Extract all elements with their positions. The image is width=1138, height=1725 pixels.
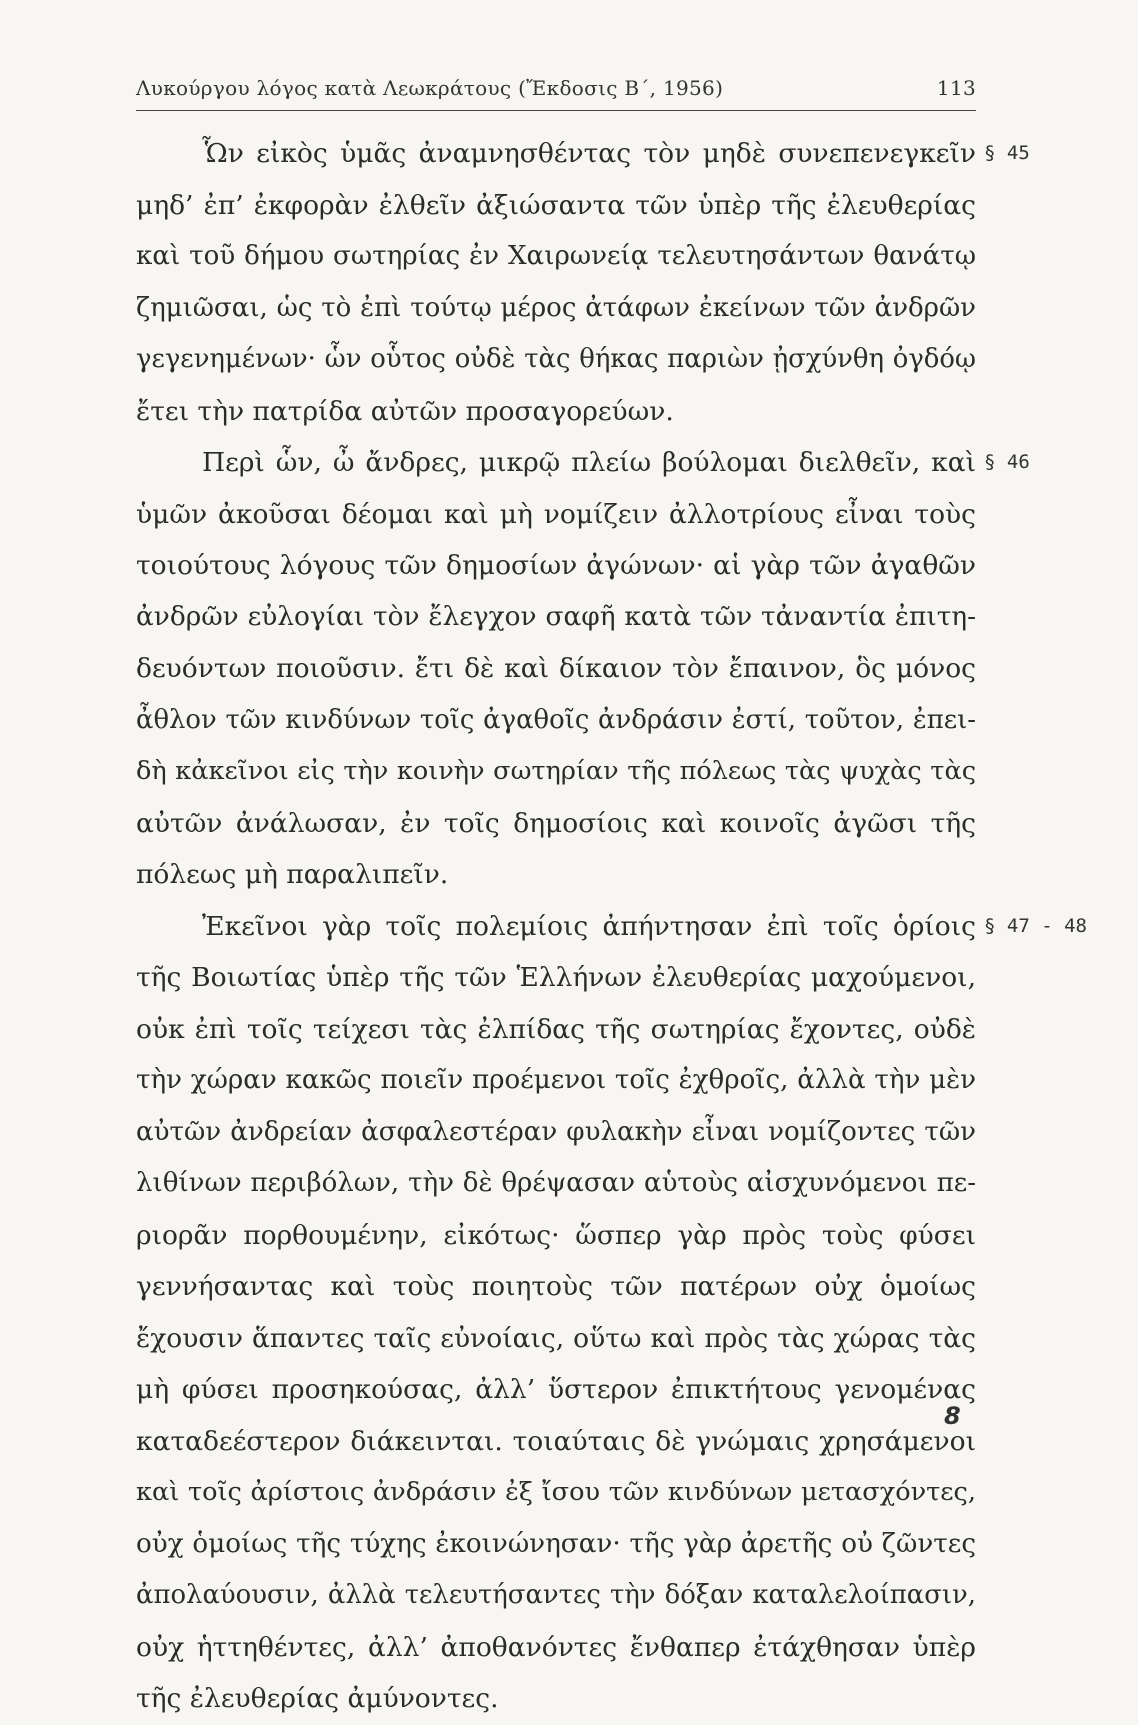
text-line: ριορᾶν πορθουμένην, εἰκότως· ὥσπερ γὰρ πρὸς τοὺς φύσει	[136, 1219, 976, 1251]
text-line: ὑμῶν ἀκοῦσαι δέομαι καὶ μὴ νομίζειν ἀλλοτρίους εἶναι τοὺς	[136, 498, 976, 530]
text-line: οὐκ ἐπὶ τοῖς τείχεσι τὰς ἐλπίδας τῆς σωτηρίας ἔχοντες, οὐδὲ	[136, 1013, 976, 1045]
text-line: γεγενημένων· ὧν οὗτος οὐδὲ τὰς θήκας παριὼν ᾐσχύνθη ὀγδόῳ	[136, 344, 976, 374]
signature-mark: 8	[944, 1402, 961, 1430]
text-line: καταδεέστερον διάκεινται. τοιαύταις δὲ γνώμαις χρησάμενοι	[136, 1425, 976, 1457]
section-number-note: § 47 - 48	[984, 914, 1087, 937]
text-line: τῆς ἐλευθερίας ἀμύνοντες.	[136, 1683, 499, 1714]
text-line: οὐχ ὁμοίως τῆς τύχης ἐκοινώνησαν· τῆς γὰρ ἀρετῆς οὐ ζῶντες	[136, 1528, 976, 1559]
section-number-note: § 46	[984, 451, 1030, 473]
text-line: τοιούτους λόγους τῶν δημοσίων ἀγώνων· αἱ γὰρ τῶν ἀγαθῶν	[136, 550, 976, 581]
text-line: ἔχουσιν ἅπαντες ταῖς εὐνοίαις, οὕτω καὶ πρὸς τὰς χώρας τὰς	[136, 1322, 976, 1354]
header-rule	[136, 110, 976, 111]
text-line: τῆς Βοιωτίας ὑπὲρ τῆς τῶν Ἑλλήνων ἐλευθερίας μαχούμενοι,	[136, 962, 976, 993]
running-title: Λυκούργου λόγος κατὰ Λεωκράτους (Ἔκδοσις Β΄, 1956)	[136, 76, 724, 100]
text-line: αὐτῶν ἀνδρείαν ἀσφαλεστέραν φυλακὴν εἶναι νομίζοντες τῶν	[136, 1116, 976, 1147]
text-line: δὴ κἀκεῖνοι εἰς τὴν κοινὴν σωτηρίαν τῆς πόλεως τὰς ψυχὰς τὰς	[136, 756, 976, 786]
text-line: ἀπολαύουσιν, ἀλλὰ τελευτήσαντες τὴν δόξαν καταλελοίπασιν,	[136, 1580, 976, 1610]
text-line: μηδ’ ἐπ’ ἐκφορὰν ἐλθεῖν ἀξιώσαντα τῶν ὑπὲρ τῆς ἐλευθερίας	[136, 189, 976, 221]
text-line: δευόντων ποιοῦσιν. ἔτι δὲ καὶ δίκαιον τὸν ἔπαινον, ὃς μόνος	[136, 653, 976, 684]
text-line: καὶ τοῦ δήμου σωτηρίας ἐν Χαιρωνείᾳ τελευτησάντων θανάτῳ	[136, 241, 976, 271]
text-line: πόλεως μὴ παραλιπεῖν.	[136, 859, 449, 890]
text-line: Ὧν εἰκὸς ὑμᾶς ἀναμνησθέντας τὸν μηδὲ συνεπενεγκεῖν	[202, 138, 976, 169]
text-line: λιθίνων περιβόλων, τὴν δὲ θρέψασαν αὑτοὺς αἰσχυνόμενοι πε-	[136, 1168, 976, 1198]
main-text	[136, 128, 976, 1725]
text-line: ἔτει τὴν πατρίδα αὐτῶν προσαγορεύων.	[136, 395, 674, 427]
text-line: ἆθλον τῶν κινδύνων τοῖς ἀγαθοῖς ἀνδράσιν ἐστί, τοῦτον, ἐπει-	[136, 704, 976, 735]
text-line: αὐτῶν ἀνάλωσαν, ἐν τοῖς δημοσίοις καὶ κοινοῖς ἀγῶσι τῆς	[136, 807, 976, 839]
text-line: καὶ τοῖς ἀρίστοις ἀνδράσιν ἐξ ἴσου τῶν κινδύνων μετασχόντες,	[136, 1477, 976, 1507]
text-line: μὴ φύσει προσηκούσας, ἀλλ’ ὕστερον ἐπικτήτους γενομένας	[136, 1374, 976, 1405]
page-number: 113	[936, 76, 976, 100]
text-line: γεννήσαντας καὶ τοὺς ποιητοὺς τῶν πατέρων οὐχ ὁμοίως	[136, 1271, 976, 1302]
text-line: ζημιῶσαι, ὡς τὸ ἐπὶ τούτῳ μέρος ἀτάφων ἐκείνων τῶν ἀνδρῶν	[136, 292, 976, 323]
text-line: Περὶ ὧν, ὦ ἄνδρες, μικρῷ πλείω βούλομαι διελθεῖν, καὶ	[202, 447, 976, 478]
text-line: Ἐκεῖνοι γὰρ τοῖς πολεμίοις ἀπήντησαν ἐπὶ τοῖς ὁρίοις	[202, 910, 976, 942]
text-line: ἀνδρῶν εὐλογίαι τὸν ἔλεγχον σαφῆ κατὰ τῶν τἀναντία ἐπιτη-	[136, 601, 976, 632]
section-number-note: § 45	[984, 142, 1030, 164]
text-line: οὐχ ἡττηθέντες, ἀλλ’ ἀποθανόντες ἔνθαπερ ἐτάχθησαν ὑπὲρ	[136, 1631, 976, 1663]
text-line: τὴν χώραν κακῶς ποιεῖν προέμενοι τοῖς ἐχθροῖς, ἀλλὰ τὴν μὲν	[136, 1065, 976, 1095]
